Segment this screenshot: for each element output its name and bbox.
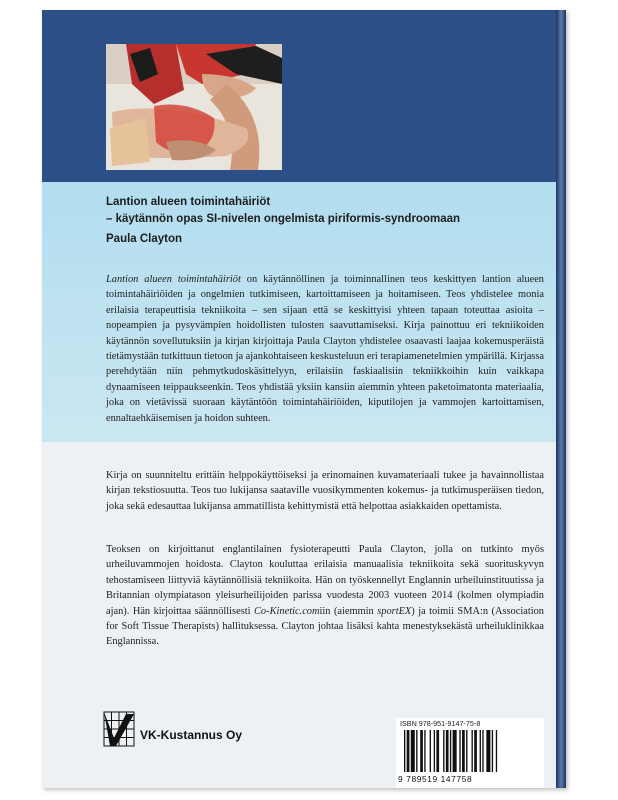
barcode-digits: 9 789519 147758 <box>398 774 473 784</box>
bio-text-1: Teoksen on kirjoittanut englantilainen fysioterapeutti Paula Clayton, jolla on tutkinto myös urheiluvammojen hoidosta. Clayton kouluttaa erilaisia manuaalisia tekniikoita sekä suorituskyvyn tehostamiseen liittyviä käytännöllisiä tekniikoita. Hän on työskennellyt Englannin urheiluinstituutissa ja Britannian olympiatason yleisurheilijoiden parissa vuodesta 2003 vuoteen 2014 (kolmen olympiadin ajan). Hän kirjoittaa säännöllisesti <box>106 544 544 617</box>
bio-text-2: iin (aiemmin <box>319 605 378 617</box>
author-bio <box>106 542 544 650</box>
book-title-block <box>106 194 536 248</box>
vk-grid-logo-icon <box>102 710 136 748</box>
book-back-cover <box>42 10 566 788</box>
description-paragraph-2: Kirja on suunniteltu erittäin helppokäyttöiseksi ja erinomainen kuvamateriaali tukee ja havainnollistaa kirjan tekstiosuutta. Teos tuo lukijansa saataville vuosikymmenten kokemus- ja tutkimusperäisen tiedon, joka sekä edesauttaa lukijansa ammatillista kehittymistä että helpottaa asiakkaiden opettamista. <box>106 470 544 512</box>
book-title: Lantion alueen toimintahäiriöt <box>106 196 271 208</box>
description-paragraph-1-text: on käytännöllinen ja toiminnallinen teos keskittyen lantion alueen toimintahäiriöiden ja ongelmien tutkimiseen, kartoittamiseen ja hoitamiseen. Teos yhdistelee monia erilaisia terapeuttisia tekniikoita – sen sijaan että se keskittyisi yhteen tapaan toteuttaa asioita – nopeampien ja pysyvämpien hoidollisten tulosten saavuttamiseksi. Kirja painottuu eri tekniikoiden käytännön sovellutuksiin ja kirjan kirjoittaja Paula Clayton yhdistelee osaavasti laajaa kokemusperäistä tietämystään tutkittuun tietoon ja ajankohtaiseen keskusteluun eri terapiamenetelmien ympärillä. Kirjassa perehdytään niin pehmytkudoskäsittelyyn, erilaisiin faskiaalisiin tekniikkoihin kuin vaikkapa dynaamiseen teippaukseenkin. Teos yhdistää yksiin kansiin aiemmin yhteen paketoimatonta materiaalia, joka on vietävissä suoraan käytäntöön toimintahäiriöiden, kiputilojen ja vammojen kartoittamisen, ennaltaehkäisemisen ja hoidon suhteen. <box>106 274 545 424</box>
barcode-icon <box>402 730 536 772</box>
bio-italic-cokinetic: Co-Kinetic.com <box>254 605 320 617</box>
publisher-name: VK-Kustannus Oy <box>140 728 243 742</box>
bio-text-3: ) ja toimii SMA:n (Association for Soft Tissue Therapists) hallituksessa. Clayton johtaa lisäksi kahta menestyksekästä urheiluklinikkaa Englannissa. <box>106 605 545 648</box>
isbn-barcode-area <box>396 718 544 788</box>
book-spine-edge <box>556 10 566 788</box>
massage-treatment-photo <box>106 44 282 170</box>
title-italic: Lantion alueen toimintahäiriöt <box>106 274 241 285</box>
book-author: Paula Clayton <box>106 233 183 245</box>
book-subtitle: – käytännön opas SI-nivelen ongelmista piriformis-syndroomaan <box>106 213 461 225</box>
isbn-label: ISBN 978-951-9147-75-8 <box>400 719 481 728</box>
bio-italic-sportex: sportEX <box>377 605 412 617</box>
description-paragraph-1 <box>106 272 544 426</box>
